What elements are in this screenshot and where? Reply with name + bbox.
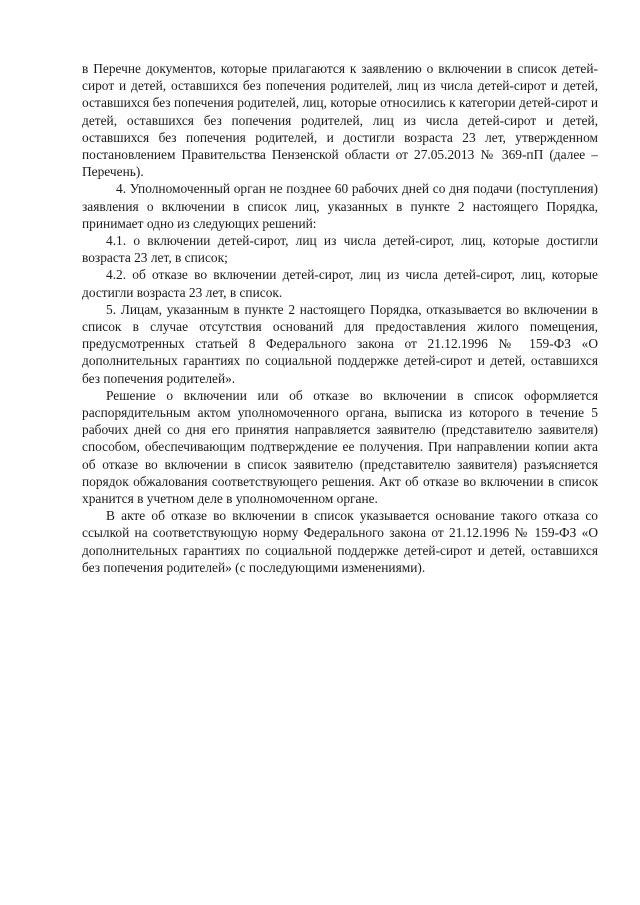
paragraph-item-4-1: 4.1. о включении детей-сирот, лиц из числа детей-сирот, лиц, которые достигли возраста 23 лет, в список; (82, 233, 598, 266)
paragraph-item-5: 5. Лицам, указанным в пункте 2 настоящего Порядка, отказывается во включении в список в случае отсутствия оснований для предоставления жилого помещения, предусмотренных статьей 8 Федерального закона от 21.12.1996 № 159-ФЗ «О дополнительных гарантиях по социальной поддержке детей-сирот и детей, оставшихся без попечения родителей». (82, 301, 598, 386)
document-body (82, 60, 598, 576)
paragraph-item-4-2: 4.2. об отказе во включении детей-сирот, лиц из числа детей-сирот, лиц, которые достигли возраста 23 лет, в список. (82, 267, 598, 300)
paragraph-decision: Решение о включении или об отказе во включении в список оформляется распорядительным актом уполномоченного органа, выписка из которого в течение 5 рабочих дней со дня его принятия направляется заявителю (представителю заявителя) способом, обеспечивающим подтверждение ее получения. При направлении копии акта об отказе во включении в список заявителю (представителю заявителя) разъясняется порядок обжалования соответствующего решения. Акт об отказе во включении в список хранится в учетном деле в уполномоченном органе. (82, 387, 598, 507)
paragraph-item-4: 4. Уполномоченный орган не позднее 60 рабочих дней со дня подачи (поступления) заявления о включении в список лиц, указанных в пункте 2 настоящего Порядка, принимает одно из следующих решений: (82, 181, 598, 231)
paragraph-refusal-basis: В акте об отказе во включении в список указывается основание такого отказа со ссылкой на соответствующую норму Федерального закона от 21.12.1996 № 159-ФЗ «О дополнительных гарантиях по социальной поддержке детей-сирот и детей, оставшихся без попечения родителей» (с последующими изменениями). (82, 508, 598, 575)
paragraph-list-of-documents: в Перечне документов, которые прилагаются к заявлению о включении в список детей-сирот и детей, оставшихся без попечения родителей, лиц из числа детей-сирот и детей, оставшихся без попечения родителей, лиц, которые относились к категории детей-сирот и детей, оставшихся без попечения родителей, лиц из числа детей-сирот и детей, оставшихся без попечения родителей, и достигли возраста 23 лет, утвержденном постановлением Правительства Пензенской области от 27.05.2013 № 369-пП (далее – Перечень). (82, 61, 598, 180)
